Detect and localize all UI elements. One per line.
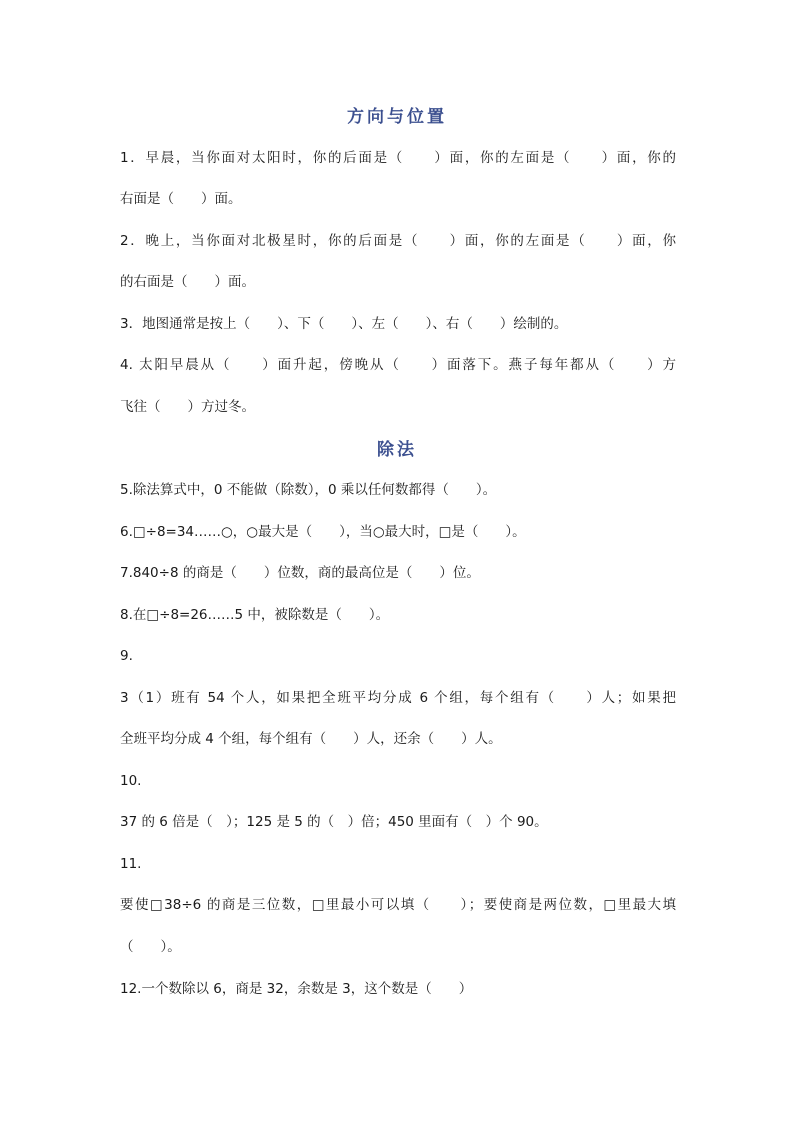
question-6: 6.□÷8=34……○，○最大是（ ），当○最大时，□是（ ）。 — [120, 524, 526, 540]
question-11-line-1: 要使□38÷6 的商是三位数，□里最小可以填（ ）；要使商是两位数，□里最大填 — [120, 897, 676, 913]
question-10-number: 10. — [120, 773, 142, 789]
question-9-line-1: 3（1）班有 54 个人，如果把全班平均分成 6 个组，每个组有（ ）人；如果把 — [120, 690, 676, 706]
question-2-line-1: 2．晚上，当你面对北极星时，你的后面是（ ）面，你的左面是（ ）面，你 — [120, 233, 676, 249]
question-5: 5.除法算式中，0 不能做（除数），0 乘以任何数都得（ ）。 — [120, 482, 497, 498]
question-10-text: 37 的 6 倍是（ ）；125 是 5 的（ ）倍；450 里面有（ ）个 90。 — [120, 814, 548, 830]
question-9-line-2: 全班平均分成 4 个组，每个组有（ ）人，还余（ ）人。 — [120, 731, 502, 747]
question-4-line-1: 4. 太阳早晨从（ ）面升起，傍晚从（ ）面落下。燕子每年都从（ ）方 — [120, 357, 676, 373]
question-12: 12.一个数除以 6，商是 32，余数是 3，这个数是（ ） — [120, 981, 473, 997]
question-8: 8.在□÷8=26……5 中，被除数是（ ）。 — [120, 607, 390, 623]
question-2-line-2: 的右面是（ ）面。 — [120, 274, 255, 290]
question-1-line-2: 右面是（ ）面。 — [120, 191, 242, 207]
question-4-line-2: 飞往（ ）方过冬。 — [120, 399, 255, 415]
question-11-number: 11. — [120, 856, 142, 872]
question-7: 7.840÷8 的商是（ ）位数，商的最高位是（ ）位。 — [120, 565, 480, 581]
question-11-line-2: （ ）。 — [120, 939, 181, 955]
question-1-line-1: 1．早晨，当你面对太阳时，你的后面是（ ）面，你的左面是（ ）面，你的 — [120, 150, 676, 166]
question-9-number: 9. — [120, 648, 133, 664]
section-title-direction: 方向与位置 — [347, 107, 447, 127]
section-title-division: 除法 — [377, 440, 417, 460]
question-3: 3．地图通常是按上（ ）、下（ ）、左（ ）、右（ ）绘制的。 — [120, 316, 568, 332]
